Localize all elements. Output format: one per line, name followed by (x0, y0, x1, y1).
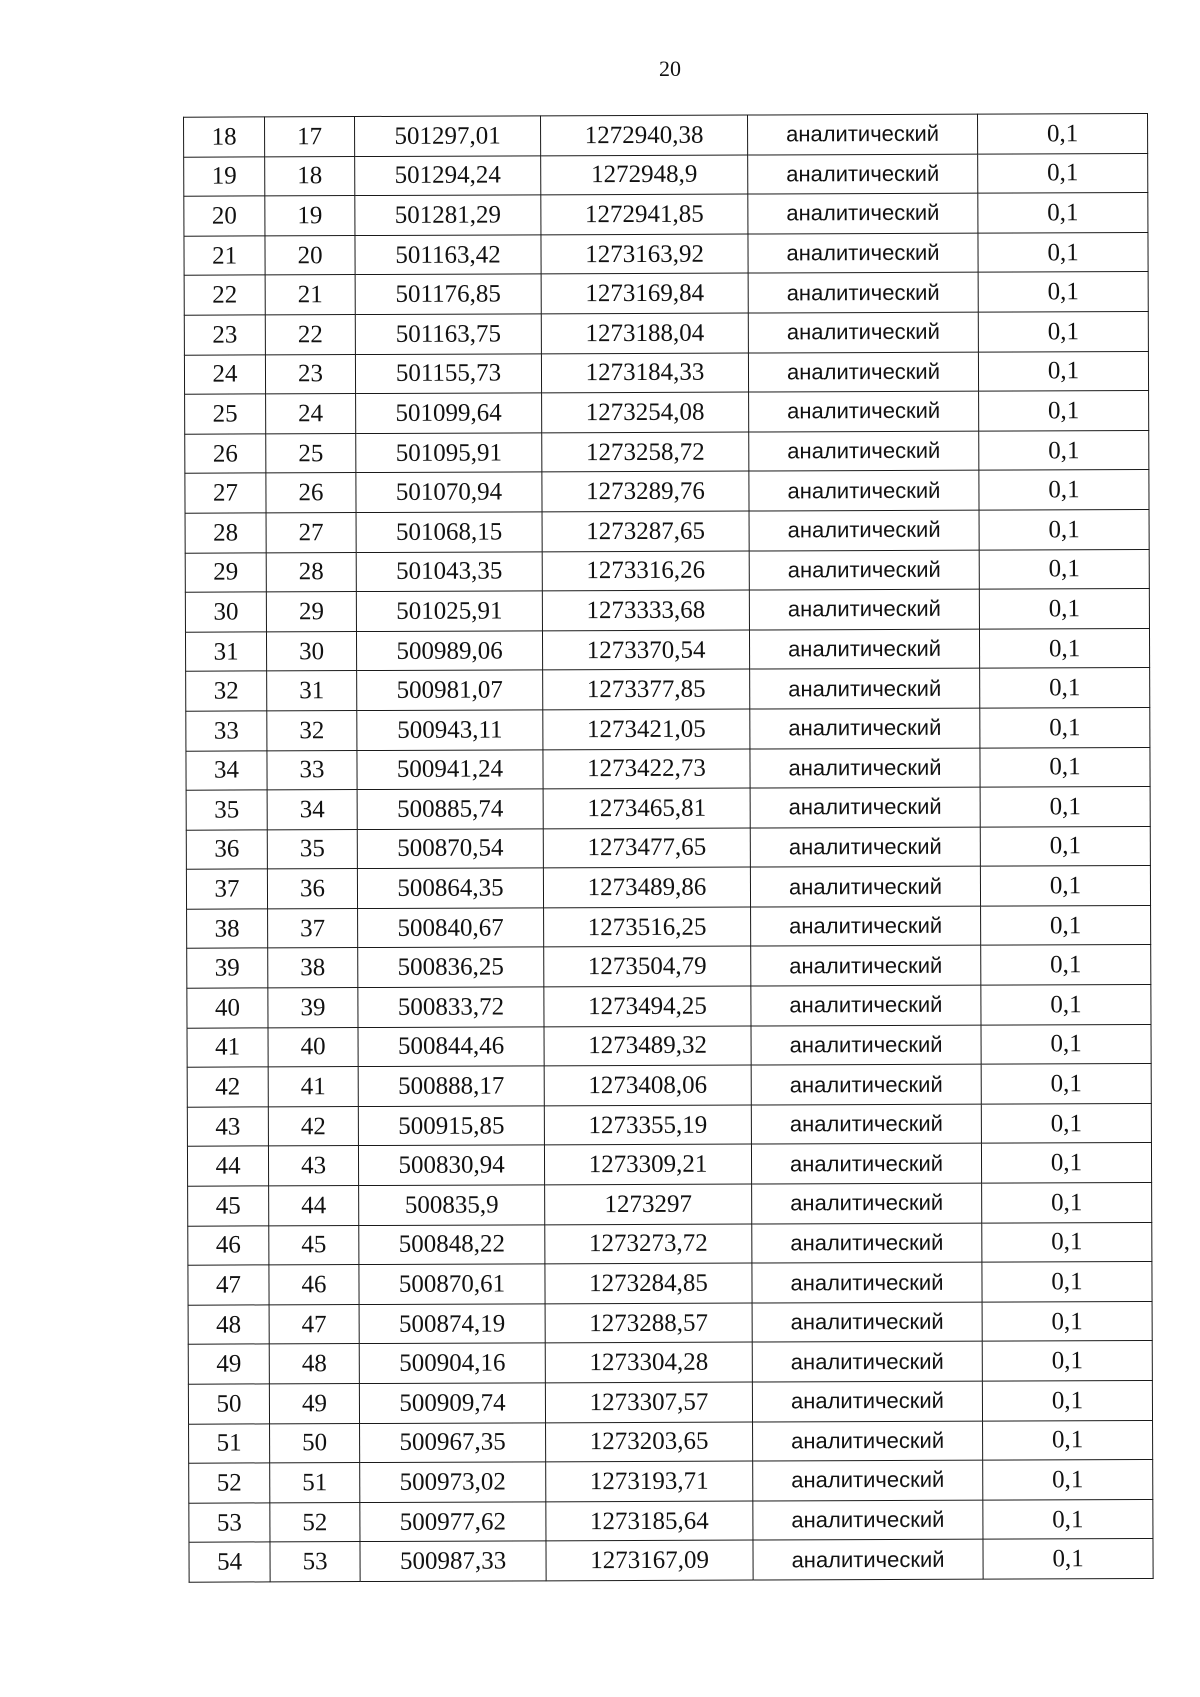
accuracy-cell: 0,1 (978, 153, 1148, 193)
method-cell: аналитический (752, 1262, 982, 1302)
accuracy-cell: 0,1 (980, 707, 1150, 747)
table-body (184, 113, 1154, 1582)
accuracy-cell: 0,1 (979, 549, 1149, 589)
accuracy-cell: 0,1 (978, 232, 1148, 272)
table-row (188, 1222, 1152, 1265)
method-cell: аналитический (751, 946, 981, 986)
y-coordinate-cell: 1273516,25 (544, 907, 751, 947)
x-coordinate-cell: 501176,85 (355, 274, 541, 314)
x-coordinate-cell: 500989,06 (356, 631, 542, 671)
point-number-cell: 49 (269, 1384, 359, 1424)
x-coordinate-cell: 501163,75 (355, 314, 541, 354)
y-coordinate-cell: 1273316,26 (542, 551, 749, 591)
x-coordinate-cell: 500977,62 (360, 1502, 546, 1542)
row-number-cell: 54 (189, 1542, 270, 1582)
point-number-cell: 31 (267, 671, 357, 711)
table-row (185, 391, 1149, 434)
row-number-cell: 34 (186, 750, 267, 790)
point-number-cell: 26 (266, 473, 356, 513)
x-coordinate-cell: 500835,9 (359, 1185, 545, 1225)
accuracy-cell: 0,1 (978, 272, 1148, 312)
x-coordinate-cell: 500885,74 (357, 789, 543, 829)
point-number-cell: 51 (270, 1463, 360, 1503)
y-coordinate-cell: 1273421,05 (543, 709, 750, 749)
x-coordinate-cell: 501095,91 (356, 433, 542, 473)
row-number-cell: 43 (187, 1107, 268, 1147)
row-number-cell: 50 (188, 1384, 269, 1424)
x-coordinate-cell: 501281,29 (355, 195, 541, 235)
row-number-cell: 23 (184, 315, 265, 355)
point-number-cell: 19 (265, 196, 355, 236)
method-cell: аналитический (753, 1460, 983, 1500)
method-cell: аналитический (750, 668, 980, 708)
x-coordinate-cell: 500833,72 (358, 987, 544, 1027)
y-coordinate-cell: 1273254,08 (542, 392, 749, 432)
point-number-cell: 41 (268, 1067, 358, 1107)
point-number-cell: 23 (265, 354, 355, 394)
y-coordinate-cell: 1272940,38 (541, 115, 748, 155)
accuracy-cell: 0,1 (983, 1539, 1153, 1579)
point-number-cell: 44 (269, 1186, 359, 1226)
x-coordinate-cell: 500973,02 (360, 1462, 546, 1502)
row-number-cell: 25 (185, 394, 266, 434)
y-coordinate-cell: 1273288,57 (545, 1303, 752, 1343)
accuracy-cell: 0,1 (982, 1341, 1152, 1381)
method-cell: аналитический (752, 1302, 982, 1342)
table-row (185, 589, 1149, 632)
x-coordinate-cell: 501025,91 (356, 591, 542, 631)
method-cell: аналитический (749, 391, 979, 431)
method-cell: аналитический (748, 233, 978, 273)
point-number-cell: 35 (267, 829, 357, 869)
y-coordinate-cell: 1273185,64 (546, 1501, 753, 1541)
x-coordinate-cell: 501070,94 (356, 472, 542, 512)
row-number-cell: 44 (187, 1146, 268, 1186)
y-coordinate-cell: 1272948,9 (541, 155, 748, 195)
row-number-cell: 29 (185, 552, 266, 592)
x-coordinate-cell: 500874,19 (359, 1304, 545, 1344)
y-coordinate-cell: 1273273,72 (545, 1224, 752, 1264)
x-coordinate-cell: 500830,94 (358, 1145, 544, 1185)
table-row (189, 1499, 1153, 1542)
y-coordinate-cell: 1273355,19 (544, 1105, 751, 1145)
point-number-cell: 18 (265, 156, 355, 196)
accuracy-cell: 0,1 (981, 905, 1151, 945)
page-number: 20 (659, 56, 681, 81)
row-number-cell: 49 (188, 1344, 269, 1384)
table-row (189, 1539, 1153, 1582)
point-number-cell: 24 (266, 394, 356, 434)
y-coordinate-cell: 1273297 (545, 1184, 752, 1224)
accuracy-cell: 0,1 (980, 826, 1150, 866)
point-number-cell: 39 (268, 988, 358, 1028)
y-coordinate-cell: 1273309,21 (544, 1144, 751, 1184)
x-coordinate-cell: 500987,33 (360, 1541, 546, 1581)
row-number-cell: 21 (184, 236, 265, 276)
accuracy-cell: 0,1 (981, 1143, 1151, 1183)
row-number-cell: 41 (187, 1028, 268, 1068)
table-row (184, 113, 1148, 156)
point-number-cell: 20 (265, 235, 355, 275)
row-number-cell: 27 (185, 473, 266, 513)
point-number-cell: 17 (265, 117, 355, 157)
table-row (185, 470, 1149, 513)
row-number-cell: 35 (186, 790, 267, 830)
method-cell: аналитический (749, 589, 979, 629)
method-cell: аналитический (750, 748, 980, 788)
point-number-cell: 42 (268, 1106, 358, 1146)
point-number-cell: 53 (270, 1542, 360, 1582)
method-cell: аналитический (752, 1381, 982, 1421)
accuracy-cell: 0,1 (981, 1064, 1151, 1104)
point-number-cell: 52 (270, 1502, 360, 1542)
accuracy-cell: 0,1 (983, 1420, 1153, 1460)
table-row (184, 153, 1148, 196)
accuracy-cell: 0,1 (978, 193, 1148, 233)
y-coordinate-cell: 1273465,81 (543, 788, 750, 828)
method-cell: аналитический (751, 906, 981, 946)
row-number-cell: 19 (184, 156, 265, 196)
accuracy-cell: 0,1 (979, 589, 1149, 629)
accuracy-cell: 0,1 (982, 1222, 1152, 1262)
method-cell: аналитический (748, 193, 978, 233)
table-row (187, 1024, 1151, 1067)
row-number-cell: 36 (186, 830, 267, 870)
x-coordinate-cell: 501294,24 (355, 155, 541, 195)
method-cell: аналитический (753, 1500, 983, 1540)
table-row (186, 826, 1150, 869)
point-number-cell: 25 (266, 433, 356, 473)
accuracy-cell: 0,1 (981, 1103, 1151, 1143)
table-row (188, 1380, 1152, 1423)
x-coordinate-cell: 500844,46 (358, 1026, 544, 1066)
x-coordinate-cell: 500943,11 (357, 710, 543, 750)
method-cell: аналитический (748, 154, 978, 194)
table-row (185, 549, 1149, 592)
row-number-cell: 46 (188, 1226, 269, 1266)
x-coordinate-cell: 501043,35 (356, 551, 542, 591)
x-coordinate-cell: 500870,61 (359, 1264, 545, 1304)
point-number-cell: 45 (269, 1225, 359, 1265)
accuracy-cell: 0,1 (982, 1301, 1152, 1341)
point-number-cell: 50 (270, 1423, 360, 1463)
row-number-cell: 30 (185, 592, 266, 632)
row-number-cell: 42 (187, 1067, 268, 1107)
coordinates-table (183, 113, 1154, 1583)
y-coordinate-cell: 1273333,68 (542, 590, 749, 630)
y-coordinate-cell: 1273489,86 (543, 867, 750, 907)
row-number-cell: 39 (187, 948, 268, 988)
point-number-cell: 43 (268, 1146, 358, 1186)
method-cell: аналитический (748, 114, 978, 154)
y-coordinate-cell: 1273477,65 (543, 828, 750, 868)
accuracy-cell: 0,1 (983, 1499, 1153, 1539)
point-number-cell: 28 (266, 552, 356, 592)
accuracy-cell: 0,1 (979, 430, 1149, 470)
method-cell: аналитический (752, 1342, 982, 1382)
accuracy-cell: 0,1 (982, 1262, 1152, 1302)
table-row (184, 351, 1148, 394)
method-cell: аналитический (749, 629, 979, 669)
accuracy-cell: 0,1 (979, 509, 1149, 549)
point-number-cell: 36 (267, 869, 357, 909)
y-coordinate-cell: 1273289,76 (542, 471, 749, 511)
accuracy-cell: 0,1 (979, 391, 1149, 431)
table-row (184, 272, 1148, 315)
x-coordinate-cell: 500981,07 (357, 670, 543, 710)
table-row (185, 509, 1149, 552)
point-number-cell: 38 (268, 948, 358, 988)
x-coordinate-cell: 500915,85 (358, 1106, 544, 1146)
y-coordinate-cell: 1273258,72 (542, 432, 749, 472)
row-number-cell: 37 (186, 869, 267, 909)
method-cell: аналитический (750, 866, 980, 906)
method-cell: аналитический (749, 550, 979, 590)
method-cell: аналитический (751, 1144, 981, 1184)
y-coordinate-cell: 1273422,73 (543, 749, 750, 789)
table-row (187, 945, 1151, 988)
x-coordinate-cell: 500941,24 (357, 749, 543, 789)
method-cell: аналитический (749, 510, 979, 550)
method-cell: аналитический (751, 1025, 981, 1065)
row-number-cell: 26 (185, 434, 266, 474)
method-cell: аналитический (753, 1540, 983, 1580)
y-coordinate-cell: 1273307,57 (545, 1382, 752, 1422)
table-row (188, 1183, 1152, 1226)
table-row (188, 1341, 1152, 1384)
y-coordinate-cell: 1273188,04 (541, 313, 748, 353)
y-coordinate-cell: 1273184,33 (541, 353, 748, 393)
table-row (186, 747, 1150, 790)
accuracy-cell: 0,1 (979, 628, 1149, 668)
accuracy-cell: 0,1 (980, 866, 1150, 906)
row-number-cell: 53 (189, 1503, 270, 1543)
method-cell: аналитический (749, 431, 979, 471)
y-coordinate-cell: 1272941,85 (541, 194, 748, 234)
table-row (189, 1460, 1153, 1503)
y-coordinate-cell: 1273193,71 (546, 1461, 753, 1501)
row-number-cell: 31 (185, 632, 266, 672)
table-row (186, 866, 1150, 909)
point-number-cell: 21 (265, 275, 355, 315)
x-coordinate-cell: 501163,42 (355, 235, 541, 275)
x-coordinate-cell: 500909,74 (359, 1383, 545, 1423)
row-number-cell: 45 (188, 1186, 269, 1226)
table-row (187, 1064, 1151, 1107)
accuracy-cell: 0,1 (981, 985, 1151, 1025)
y-coordinate-cell: 1273408,06 (544, 1065, 751, 1105)
point-number-cell: 33 (267, 750, 357, 790)
row-number-cell: 24 (184, 354, 265, 394)
x-coordinate-cell: 501297,01 (355, 116, 541, 156)
accuracy-cell: 0,1 (982, 1380, 1152, 1420)
x-coordinate-cell: 501099,64 (356, 393, 542, 433)
point-number-cell: 47 (269, 1304, 359, 1344)
method-cell: аналитический (753, 1421, 983, 1461)
row-number-cell: 40 (187, 988, 268, 1028)
accuracy-cell: 0,1 (980, 787, 1150, 827)
table-row (187, 905, 1151, 948)
row-number-cell: 32 (186, 671, 267, 711)
method-cell: аналитический (751, 1064, 981, 1104)
accuracy-cell: 0,1 (981, 1024, 1151, 1064)
method-cell: аналитический (748, 352, 978, 392)
table-row (184, 311, 1148, 354)
table-row (187, 1103, 1151, 1146)
table-row (188, 1301, 1152, 1344)
point-number-cell: 40 (268, 1027, 358, 1067)
table-row (186, 668, 1150, 711)
accuracy-cell: 0,1 (978, 351, 1148, 391)
point-number-cell: 22 (265, 315, 355, 355)
method-cell: аналитический (751, 1104, 981, 1144)
row-number-cell: 38 (187, 909, 268, 949)
point-number-cell: 37 (268, 908, 358, 948)
row-number-cell: 28 (185, 513, 266, 553)
point-number-cell: 30 (266, 631, 356, 671)
table-row (185, 430, 1149, 473)
row-number-cell: 20 (184, 196, 265, 236)
y-coordinate-cell: 1273167,09 (546, 1540, 753, 1580)
table-row (187, 985, 1151, 1028)
coordinates-table-wrapper (183, 113, 1153, 1583)
method-cell: аналитический (750, 708, 980, 748)
accuracy-cell: 0,1 (981, 945, 1151, 985)
method-cell: аналитический (748, 273, 978, 313)
row-number-cell: 47 (188, 1265, 269, 1305)
x-coordinate-cell: 500870,54 (357, 829, 543, 869)
point-number-cell: 46 (269, 1265, 359, 1305)
y-coordinate-cell: 1273370,54 (542, 630, 749, 670)
accuracy-cell: 0,1 (980, 668, 1150, 708)
y-coordinate-cell: 1273169,84 (541, 273, 748, 313)
table-row (189, 1420, 1153, 1463)
x-coordinate-cell: 500840,67 (358, 908, 544, 948)
accuracy-cell: 0,1 (978, 311, 1148, 351)
point-number-cell: 29 (266, 592, 356, 632)
table-row (187, 1143, 1151, 1186)
y-coordinate-cell: 1273504,79 (544, 946, 751, 986)
table-row (184, 232, 1148, 275)
point-number-cell: 48 (269, 1344, 359, 1384)
method-cell: аналитический (748, 312, 978, 352)
y-coordinate-cell: 1273489,32 (544, 1026, 751, 1066)
method-cell: аналитический (752, 1183, 982, 1223)
y-coordinate-cell: 1273284,85 (545, 1263, 752, 1303)
y-coordinate-cell: 1273287,65 (542, 511, 749, 551)
row-number-cell: 52 (189, 1463, 270, 1503)
table-row (184, 193, 1148, 236)
y-coordinate-cell: 1273203,65 (546, 1422, 753, 1462)
x-coordinate-cell: 501068,15 (356, 512, 542, 552)
row-number-cell: 33 (186, 711, 267, 751)
accuracy-cell: 0,1 (978, 113, 1148, 153)
point-number-cell: 27 (266, 512, 356, 552)
method-cell: аналитический (750, 827, 980, 867)
x-coordinate-cell: 500888,17 (358, 1066, 544, 1106)
y-coordinate-cell: 1273304,28 (545, 1342, 752, 1382)
accuracy-cell: 0,1 (979, 470, 1149, 510)
row-number-cell: 18 (184, 117, 265, 157)
table-row (188, 1262, 1152, 1305)
point-number-cell: 32 (267, 710, 357, 750)
x-coordinate-cell: 500864,35 (357, 868, 543, 908)
method-cell: аналитический (752, 1223, 982, 1263)
row-number-cell: 48 (188, 1305, 269, 1345)
y-coordinate-cell: 1273377,85 (543, 669, 750, 709)
x-coordinate-cell: 500836,25 (358, 947, 544, 987)
accuracy-cell: 0,1 (982, 1183, 1152, 1223)
row-number-cell: 22 (184, 275, 265, 315)
table-row (186, 787, 1150, 830)
table-row (185, 628, 1149, 671)
y-coordinate-cell: 1273163,92 (541, 234, 748, 274)
x-coordinate-cell: 500904,16 (359, 1343, 545, 1383)
x-coordinate-cell: 500848,22 (359, 1224, 545, 1264)
accuracy-cell: 0,1 (980, 747, 1150, 787)
accuracy-cell: 0,1 (983, 1460, 1153, 1500)
x-coordinate-cell: 501155,73 (355, 353, 541, 393)
method-cell: аналитический (749, 470, 979, 510)
y-coordinate-cell: 1273494,25 (544, 986, 751, 1026)
method-cell: аналитический (750, 787, 980, 827)
x-coordinate-cell: 500967,35 (360, 1422, 546, 1462)
point-number-cell: 34 (267, 790, 357, 830)
method-cell: аналитический (751, 985, 981, 1025)
table-row (186, 707, 1150, 750)
row-number-cell: 51 (189, 1423, 270, 1463)
